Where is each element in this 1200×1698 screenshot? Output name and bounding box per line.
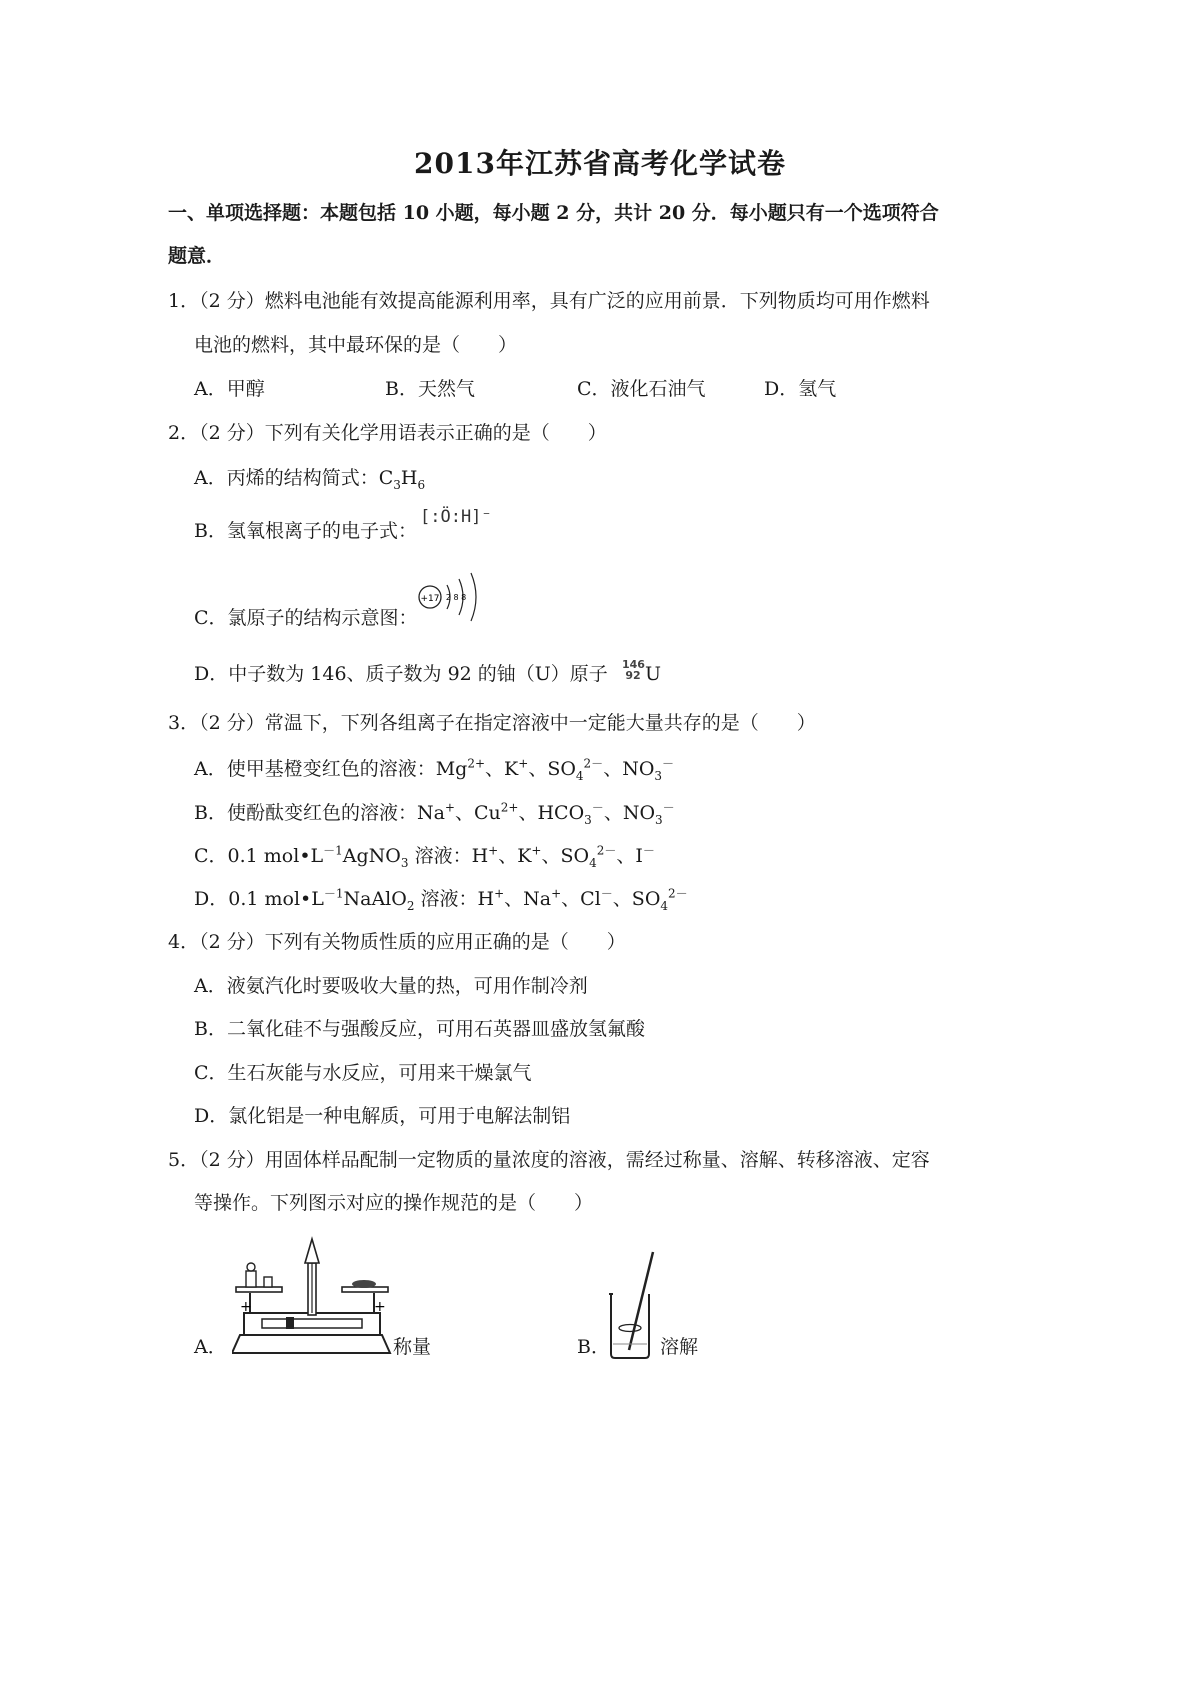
q1-option-c: C．液化石油气 (577, 378, 706, 400)
q2-option-c: C．氯原子的结构示意图： (194, 607, 418, 629)
q5-option-a-caption: 称量 (393, 1336, 432, 1358)
q4-option-d: D．氯化铝是一种电解质，可用于电解法制铝 (194, 1105, 571, 1127)
q3-option-b: B．使酚酞变红色的溶液：Na+、$Cu^{2+}$、$HCO_3^-$、$NO_3^-$ (194, 800, 675, 827)
atomic-number: 92 (625, 669, 641, 682)
q2-option-b: B．氢氧根离子的电子式： (194, 520, 417, 542)
uranium-symbol: U (645, 663, 662, 685)
q3-stem: 3．（2 分）常温下，下列各组离子在指定溶液中一定能大量共存的是（ ） (168, 712, 816, 734)
chlorine-atom-structure-diagram (416, 567, 492, 625)
q4-option-a: A．液氨汽化时要吸收大量的热，可用作制冷剂 (194, 975, 588, 997)
section-heading-line1: 一、单项选择题：本题包括 10 小题，每小题 2 分，共计 20 分．每小题只有一个选项符合 (168, 202, 939, 224)
rider-weight (286, 1317, 294, 1329)
q4-option-c: C．生石灰能与水反应，可用来干燥氯气 (194, 1062, 532, 1084)
nucleus-charge: +17 (420, 594, 440, 604)
q4-stem: 4．（2 分）下列有关物质性质的应用正确的是（ ） (168, 931, 626, 953)
q2-option-a-text: A．丙烯的结构简式： (194, 467, 379, 489)
balance-scale-figure (232, 1233, 392, 1358)
section-heading-line2: 题意． (168, 245, 226, 267)
q2-option-a (194, 465, 425, 491)
q5-stem-line1: 5．（2 分）用固体样品配制一定物质的量浓度的溶液，需经过称量、溶解、转移溶液、定容 (168, 1149, 930, 1171)
q2-option-a-formula: $C_3H_6$ (378, 467, 426, 492)
balance-base (232, 1335, 390, 1353)
uranium-isotope-numbers (622, 659, 644, 681)
mass-number: 146 (622, 658, 645, 671)
q5-option-a-label: A． (194, 1336, 227, 1358)
q3-option-d: D．0.1 $mol•L^{-1}NaAlO_2$ 溶液：H+、Na+、Cl－、$SO_4^{2-}$ (194, 886, 688, 913)
q3-option-c: C．0.1 $mol•L^{-1}AgNO_3$ 溶液：H+、K+、$SO_4^{2-}$、I－ (194, 843, 655, 870)
electron-shell-counts: 2 8 8 (445, 593, 467, 602)
q2-stem: 2．（2 分）下列有关化学用语表示正确的是（ ） (168, 422, 607, 444)
svg-text:+: + (240, 1299, 252, 1315)
beaker-stirring-figure (607, 1250, 659, 1362)
q1-option-a: A．甲醇 (194, 378, 265, 400)
page-title: 2013年江苏省高考化学试卷 (414, 147, 786, 180)
sample-pile (352, 1280, 376, 1288)
q3-option-a: A．使甲基橙变红色的溶液：$Mg^{2+}$、K+、$SO_4^{2-}$、$NO_3^-$ (194, 756, 675, 783)
q1-stem-line1: 1．（2 分）燃料电池能有效提高能源利用率，具有广泛的应用前景．下列物质均可用作燃料 (168, 290, 930, 312)
q1-stem-line2: 电池的燃料，其中最环保的是（ ） (194, 334, 518, 356)
q2-option-d: D．中子数为 146、质子数为 92 的铀（U）原子 (194, 663, 608, 685)
left-pan (236, 1287, 282, 1292)
q5-option-b-label: B． (577, 1336, 610, 1358)
balance-body (244, 1313, 380, 1335)
q5-stem-line2: 等操作。下列图示对应的操作规范的是（ ） (194, 1192, 594, 1214)
swirl (619, 1325, 641, 1332)
svg-text:+: + (374, 1299, 386, 1315)
q5-option-b-caption: 溶解 (660, 1336, 699, 1358)
q1-option-d: D．氢气 (764, 378, 837, 400)
q4-option-b: B．二氧化硅不与强酸反应，可用石英器皿盛放氢氟酸 (194, 1018, 645, 1040)
q1-option-b: B．天然气 (385, 378, 475, 400)
hydroxide-electron-formula: [:Ö:H]⁻ (420, 507, 492, 527)
